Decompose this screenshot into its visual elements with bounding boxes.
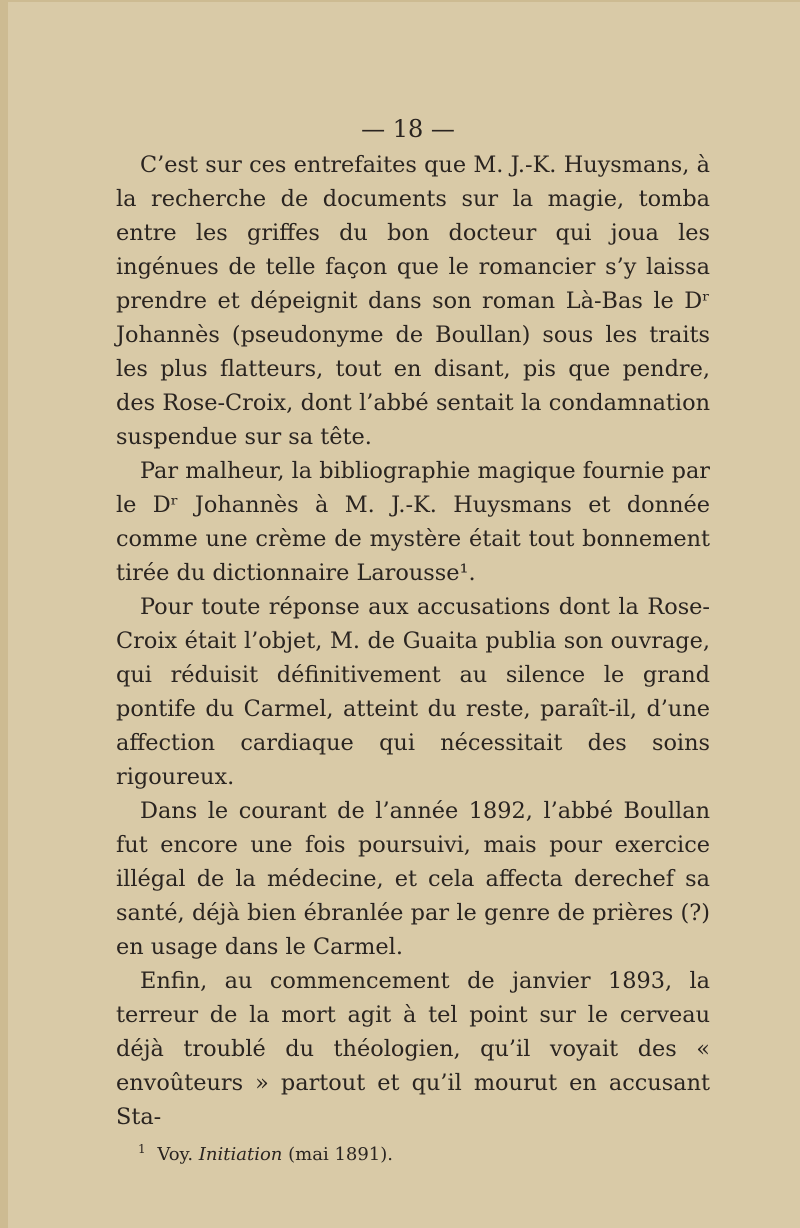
footnote bbox=[138, 1142, 393, 1165]
footnote-mark: 1 bbox=[138, 1142, 146, 1156]
paragraph: Enfin, au commencement de janvier 1893, la terreur de la mort agit à tel point sur le cerveau déjà troublé du théologien, qu’il voyait des « envoûteurs » partout et qu’il mourut en accusant Sta- bbox=[116, 968, 710, 1130]
body-text bbox=[116, 148, 710, 1134]
paragraph: C’est sur ces entrefaites que M. J.-K. Huysmans, à la recherche de documents sur la magie, tomba entre les griffes du bon docteur qui joua les ingénues de telle façon que le romancier s’y laissa prendre et dépeignit dans son roman Là-Bas le Dʳ Johannès (pseudonyme de Boullan) sous les traits les plus flatteurs, tout en disant, pis que pendre, des Rose-Croix, dont l’abbé sentait la condamnation suspendue sur sa tête. bbox=[116, 152, 710, 450]
paragraph: Pour toute réponse aux accusations dont la Rose-Croix était l’objet, M. de Guaita publia son ouvrage, qui réduisit définitivement au silence le grand pontife du Carmel, atteint du reste, paraît-il, d’une affection cardiaque qui nécessitait des soins rigoureux. bbox=[116, 594, 710, 790]
paragraph: Par malheur, la bibliographie magique fournie par le Dʳ Johannès à M. J.-K. Huysmans et donnée comme une crème de mystère était tout bonnement tirée du dictionnaire Larousse¹. bbox=[116, 458, 710, 586]
footnote-prefix: Voy. bbox=[157, 1144, 194, 1165]
page-number: — 18 — bbox=[361, 115, 455, 143]
footnote-suffix: (mai 1891). bbox=[288, 1144, 393, 1165]
paragraph: Dans le courant de l’année 1892, l’abbé Boullan fut encore une fois poursuivi, mais pour exercice illégal de la médecine, et cela affecta derechef sa santé, déjà bien ébranlée par le genre de prières (?) en usage dans le Carmel. bbox=[116, 798, 710, 960]
footnote-title: Initiation bbox=[198, 1144, 283, 1165]
